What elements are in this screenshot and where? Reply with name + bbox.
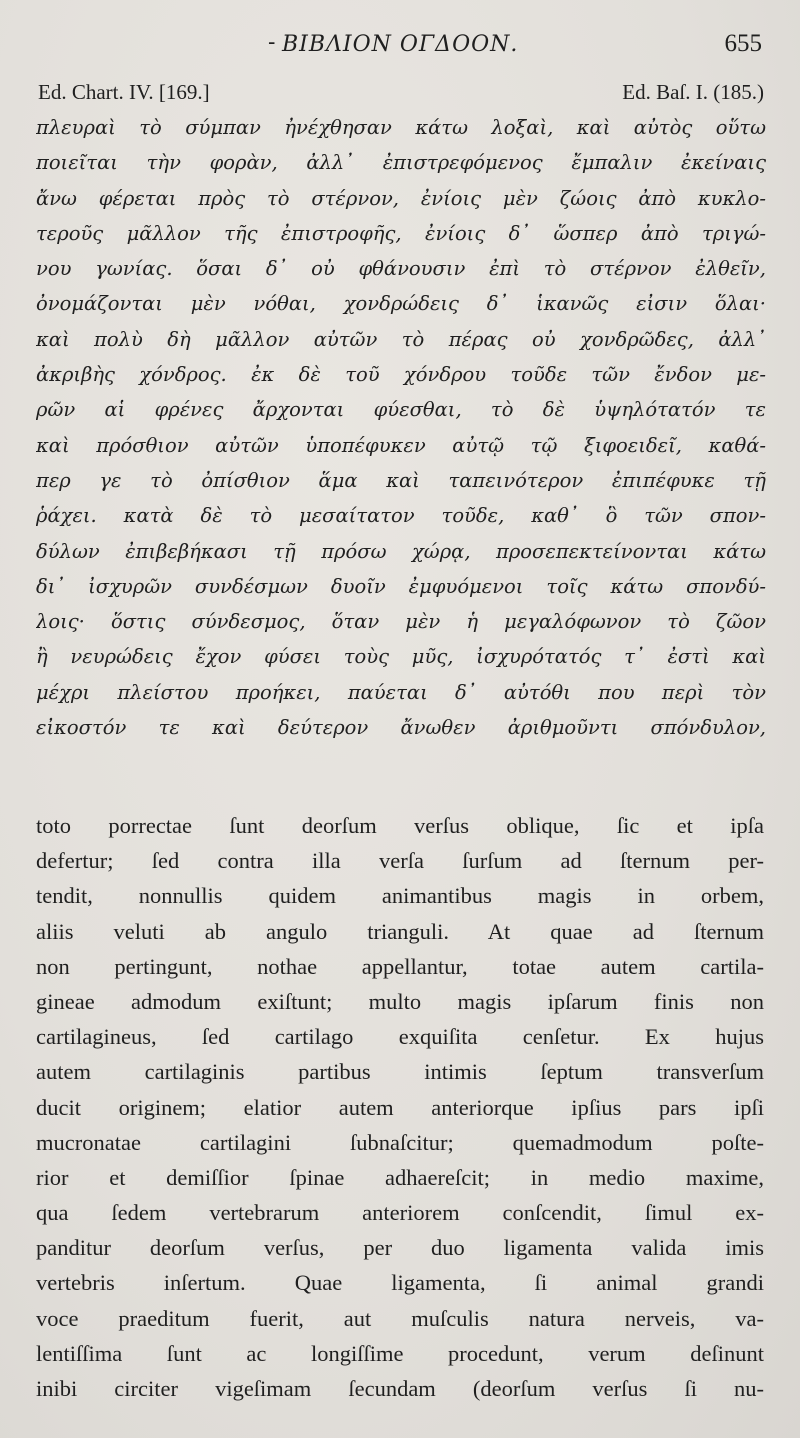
latin-line: lentiſſima ſunt ac longiſſime procedunt, verum deſinunt [36,1340,764,1366]
latin-line: gineae admodum exiſtunt; multo magis ipſarum finis non [36,988,764,1014]
greek-line: εἰκοστόν τε καὶ δεύτερον ἄνωθεν ἀριθμοῦντι σπόνδυλον, [36,716,766,740]
greek-line: ὀνομάζονται μὲν νόθαι, χονδρώδεις δ᾽ ἱκανῶς εἰσιν ὅλαι· [36,292,766,316]
latin-line: non pertingunt, nothae appellantur, totae autem cartila- [36,953,764,979]
greek-line: ἢ νευρώδεις ἔχον φύσει τοὺς μῦς, ἰσχυρότατός τ᾽ ἐστὶ καὶ [36,645,766,669]
latin-line: inibi circiter vigeſimam ſecundam (deorſum verſus ſi nu- [36,1376,764,1401]
edition-basel: Ed. Baſ. I. (185.) [622,80,764,104]
edition-chartier: Ed. Chart. IV. [169.] [38,80,210,104]
greek-line: καὶ πρόσθιον αὐτῶν ὑποπέφυκεν αὐτῷ τῷ ξιφοειδεῖ, καθά- [36,433,766,457]
greek-line: πλευραὶ τὸ σύμπαν ἠνέχθησαν κάτω λοξαὶ, καὶ αὐτὸς οὕτω [36,116,766,139]
latin-line: vertebris inſertum. Quae ligamenta, ſi animal grandi [36,1270,764,1296]
running-title: ΒΙΒΛΙΟΝ ΟΓΔΟΟΝ. [282,32,519,57]
latin-line: tendit, nonnullis quidem animantibus magis in orbem, [36,883,764,909]
greek-line: ἀκριβὴς χόνδρος. ἐκ δὲ τοῦ χόνδρου τοῦδε τῶν ἔνδον με- [36,363,766,387]
header-dash: - [268,30,276,55]
latin-line: aliis veluti ab angulo trianguli. At quae ad ſternum [36,918,764,944]
greek-text [36,110,766,745]
latin-line: voce praeditum fuerit, aut muſculis natura nerveis, va- [36,1305,764,1331]
greek-line: περ γε τὸ ὀπίσθιον ἅμα καὶ ταπεινότερον ἐπιπέφυκε τῇ [36,468,766,492]
latin-line: defertur; ſed contra illa verſa ſurſum ad ſternum per- [36,848,764,874]
latin-line: cartilagineus, ſed cartilago exquiſita cenſetur. Ex hujus [36,1024,764,1050]
greek-line: ρῶν αἱ φρένες ἄρχονται φύεσθαι, τὸ δὲ ὑψηλότατόν τε [36,398,766,422]
latin-line: rior et demiſſior ſpinae adhaereſcit; in medio maxime, [36,1164,764,1190]
latin-line: toto porrectae ſunt deorſum verſus oblique, ſic et ipſa [36,813,764,838]
greek-line: νου γωνίας. ὅσαι δ᾽ οὐ φθάνουσιν ἐπὶ τὸ στέρνον ἐλθεῖν, [36,257,766,281]
latin-translation [36,808,764,1406]
page-number: 655 [724,30,762,57]
greek-line: μέχρι πλείστου προήκει, παύεται δ᾽ αὐτόθι που περὶ τὸν [36,680,766,704]
greek-line: ἄνω φέρεται πρὸς τὸ στέρνον, ἐνίοις μὲν ζώοις ἀπὸ κυκλο- [36,186,766,210]
greek-line: ῥάχει. κατὰ δὲ τὸ μεσαίτατον τοῦδε, καθ᾽ ὃ τῶν σπον- [36,504,766,528]
latin-line: ducit originem; elatior autem anteriorque ipſius pars ipſi [36,1094,764,1120]
latin-line: autem cartilaginis partibus intimis ſeptum transverſum [36,1059,764,1085]
greek-line: λοις· ὅστις σύνδεσμος, ὅταν μὲν ἡ μεγαλόφωνον τὸ ζῶον [36,610,766,634]
greek-line: καὶ πολὺ δὴ μᾶλλον αὐτῶν τὸ πέρας οὐ χονδρῶδες, ἀλλ᾽ [36,327,766,351]
greek-line: τεροῦς μᾶλλον τῆς ἐπιστροφῆς, ἐνίοις δ᾽ ὥσπερ ἀπὸ τριγώ- [36,221,766,245]
running-head [0,28,800,68]
latin-line: panditur deorſum verſus, per duo ligamenta valida imis [36,1235,764,1261]
greek-line: δύλων ἐπιβεβήκασι τῇ πρόσω χώρᾳ, προσεπεκτείνονται κάτω [36,539,766,563]
edition-references [38,80,764,108]
latin-line: qua ſedem vertebrarum anteriorem conſcendit, ſimul ex- [36,1200,764,1226]
greek-line: ποιεῖται τὴν φορὰν, ἀλλ᾽ ἐπιστρεφόμενος ἔμπαλιν ἐκείναις [36,151,766,175]
latin-line: mucronatae cartilagini ſubnaſcitur; quemadmodum poſte- [36,1129,764,1155]
greek-line: δι᾽ ἰσχυρῶν συνδέσμων δυοῖν ἐμφυόμενοι τοῖς κάτω σπονδύ- [36,574,766,598]
